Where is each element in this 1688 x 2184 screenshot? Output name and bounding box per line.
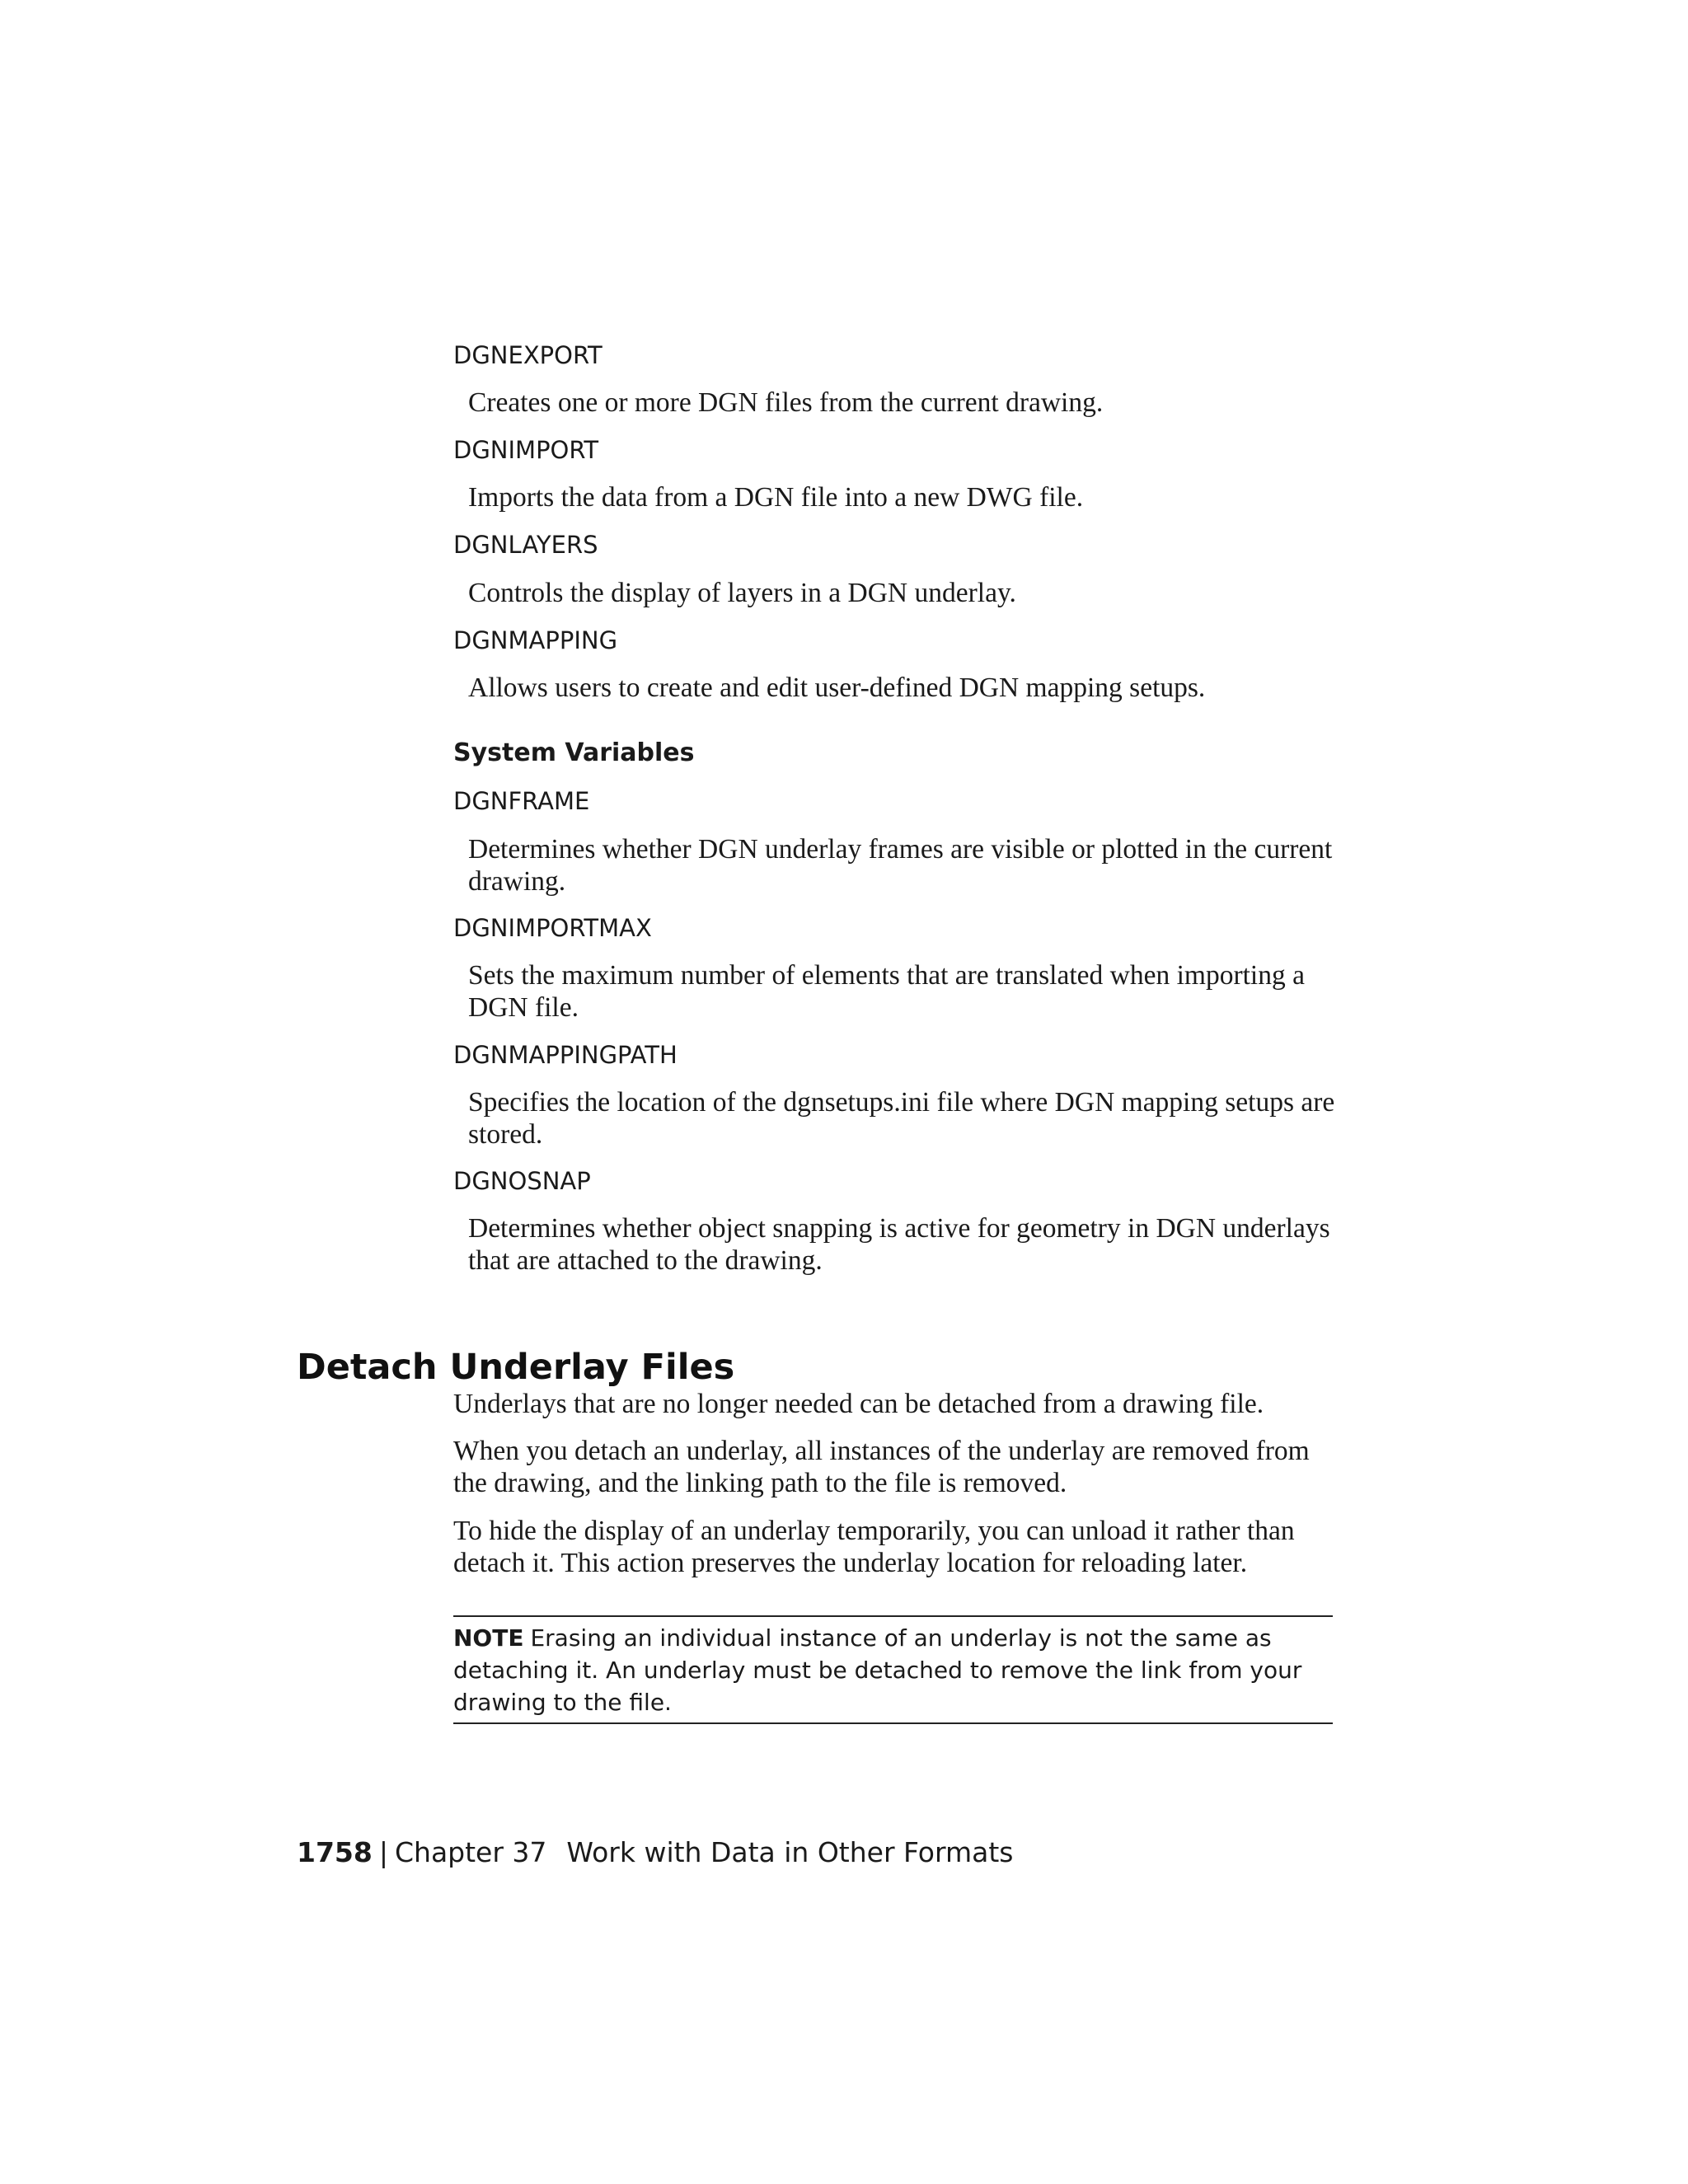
section-paragraph-1: Underlays that are no longer needed can be detached from a drawing file. [453,1389,1264,1419]
command-term-dgnexport: DGNEXPORT [453,341,603,369]
note-box [453,1615,1333,1724]
sysvar-description-dgnimportmax: Sets the maximum number of elements that are translated when importing a DGN file. [468,960,1305,1023]
sysvar-term-dgnosnap: DGNOSNAP [453,1167,591,1195]
page-number: 1758 [297,1836,373,1868]
sysvar-description-dgnmappingpath: Specifies the location of the dgnsetups.ini file where DGN mapping setups are stored. [468,1087,1335,1150]
sysvar-term-dgnmappingpath: DGNMAPPINGPATH [453,1041,678,1069]
section-paragraph-3: To hide the display of an underlay temporarily, you can unload it rather than detach it. This action preserves the underlay location for reloading later. [453,1516,1295,1578]
footer-chapter-title: Work with Data in Other Formats [566,1836,1014,1868]
command-description-dgnimport: Imports the data from a DGN file into a new DWG file. [468,482,1084,513]
sysvar-term-dgnframe: DGNFRAME [453,787,590,815]
footer-separator: | [378,1836,388,1868]
system-variables-heading: System Variables [453,738,695,767]
command-description-dgnlayers: Controls the display of layers in a DGN underlay. [468,578,1016,608]
note-label: NOTE [453,1624,524,1652]
section-paragraph-2: When you detach an underlay, all instances of the underlay are removed from the drawing, and the linking path to the file is removed. [453,1436,1310,1498]
command-term-dgnlayers: DGNLAYERS [453,531,598,559]
sysvar-description-dgnframe: Determines whether DGN underlay frames are visible or plotted in the current drawing. [468,834,1333,897]
footer-chapter: Chapter 37 [394,1836,547,1868]
sysvar-description-dgnosnap: Determines whether object snapping is active for geometry in DGN underlays that are attached to the drawing. [468,1213,1330,1276]
page-footer [297,1836,1014,1869]
command-description-dgnexport: Creates one or more DGN files from the current drawing. [468,387,1104,418]
note-body: Erasing an individual instance of an underlay is not the same as detaching it. An underlay must be detached to remove the link from your drawing to the file. [453,1624,1302,1716]
note-text [453,1622,1333,1718]
command-term-dgnimport: DGNIMPORT [453,436,599,464]
command-term-dgnmapping: DGNMAPPING [453,626,618,654]
sysvar-term-dgnimportmax: DGNIMPORTMAX [453,914,652,942]
command-description-dgnmapping: Allows users to create and edit user-defined DGN mapping setups. [468,673,1206,703]
section-title: Detach Underlay Files [297,1347,735,1388]
